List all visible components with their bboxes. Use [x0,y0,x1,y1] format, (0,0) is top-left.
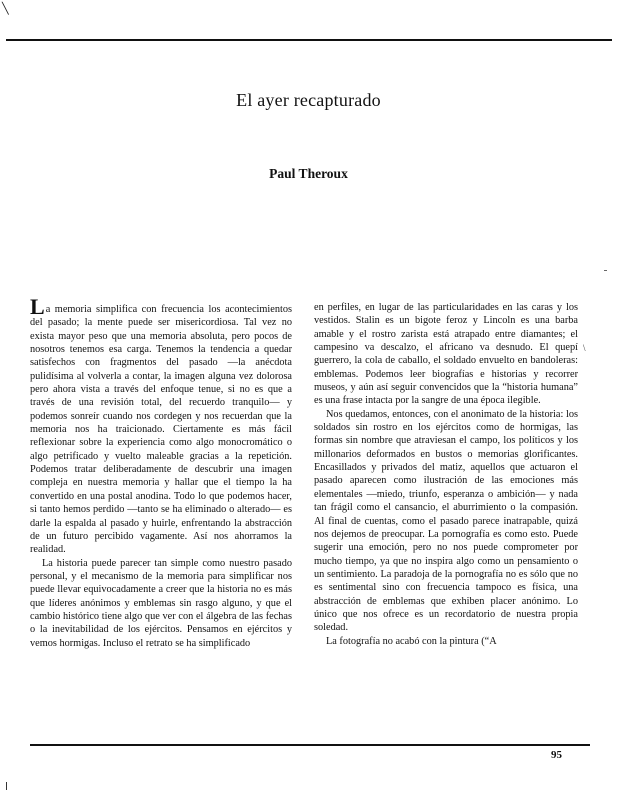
scan-corner-mark: ╲ [2,3,9,15]
paragraph: en perfiles, en lugar de las particularidades en las caras y los vestidos. Stalin es un bigote feroz y Lincoln es una barba amable y el rostro zarista está atrapado entre diamantes; el campesino va descalzo, el africano va desnudo. El quepí guerrero, la cola de caballo, el soldado envuelto en bandoleras: emblemas. Podemos leer biografías e historias y recorrer museos, y aún así seguir convencidos que la “historia humana” es una frase intacta por la sangre de una época ilegible. [314,302,578,407]
bottom-rule [30,744,590,746]
left-column [30,294,292,650]
top-rule [6,39,612,41]
page-number: 95 [551,749,562,761]
article-title: El ayer recapturado [236,90,381,110]
margin-mark: \ [583,343,586,353]
right-column [314,301,578,648]
margin-tick [604,270,607,271]
scan-edge-tick [6,782,7,790]
article-author: Paul Theroux [269,166,348,181]
paragraph-text: a memoria simplifica con frecuencia los acontecimientos del pasado; la mente puede ser misericordiosa. Tal vez no exista mayor peso que una memoria absoluta, pero pocos de nosotros tenemos esa carga. Tenemos la tendencia a quedar satisfechos con fragmentos del pasado —la anécdota pulidísima al volverla a contar, la imagen alguna vez dolorosa pero ahora vista a través del enfoque tenue, si no es que a través de una revisión total, del recuerdo tranquilo— y podemos sonreír cuando nos cordegen y nos recuerdan que la memoria nos ha traicionado. Ciertamente es más fácil reflexionar sobre la experiencia como algo monocromático o algo petrificado y vuelto maleable gracias a la repetición. Podemos tratar deliberadamente de descubrir una imagen compleja en nuestra memoria y hallar que el tiempo la ha convertido en una postal anodina. Todo lo que podemos hacer, si tanto hemos perdido —tanto se ha eliminado o alterado— es darle la espalda al pasado y huirle, enfrentando la abstracción de un futuro percibido vagamente. Así nos ahorramos la realidad. [30,304,292,556]
paragraph: La historia puede parecer tan simple como nuestro pasado personal, y el mecanismo de la memoria para simplificar nos puede llevar equivocadamente a creer que la historia no es más que líderes anónimos y emblemas sin rasgo alguno, y que el cambio histórico tiene algo que ver con el álgebra de las fechas o la inevitabilidad de los ejércitos. Pensamos en ejércitos y vemos hormigas. Incluso el retrato se ha simplificado [30,557,292,649]
paragraph [30,294,292,557]
paragraph: Nos quedamos, entonces, con el anonimato de la historia: los soldados sin rostro en los ejércitos como de hormigas, las formas sin nombre que atraviesan el campo, los políticos y los millonarios deformados en bustos o memorias glorificantes. Encasillados y privados del matiz, aquellos que actuaron el pasado aparecen como ilustración de las emociones más elementales —miedo, triunfo, esperanza o ambición— y nada tan frágil como el cansancio, el aburrimiento o la compasión. Al final de cuentas, como el pasado parece inatrapable, quizá nos dejemos de preocupar. La pornografía es como esto. Puede sugerir una emoción, pero no nos puede comprometer por mucho tiempo, ya que no inspira algo como un pensamiento o un sentimiento. La paradoja de la pornografía no es sólo que no es sentimental sino con frecuencia tampoco es física, una abstracción de emblemas que exhiben placer anónimo. Lo único que nos ofrece es un recordatorio de nuestra propia soledad. [314,408,578,634]
paragraph: La fotografía no acabó con la pintura (“A [326,635,497,647]
drop-cap: L [30,294,45,319]
